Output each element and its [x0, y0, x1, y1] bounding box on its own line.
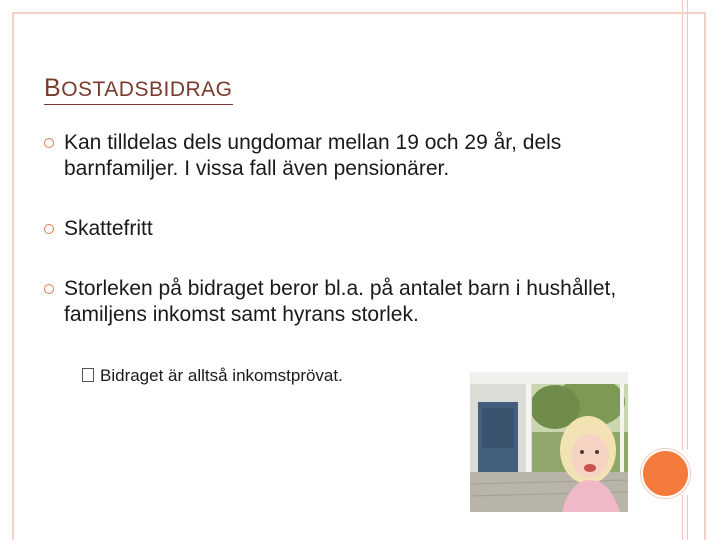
- title-rest: OSTADSBIDRAG: [61, 78, 233, 101]
- bullet-marker-icon: [44, 224, 54, 234]
- frame-line: [682, 0, 683, 450]
- bullet-text: Kan tilldelas dels ungdomar mellan 19 och 29 år, dels barnfamiljer. I vissa fall även pensionärer.: [64, 131, 562, 180]
- bullet-text: Skattefritt: [64, 217, 153, 240]
- bullet-item: [44, 216, 624, 242]
- bullet-list: [44, 130, 624, 336]
- bullet-item: [44, 130, 624, 182]
- bullet-marker-icon: [44, 138, 54, 148]
- bullet-marker-icon: [44, 284, 54, 294]
- sub-bullet-marker-icon: [82, 368, 94, 382]
- sub-bullet-text: Bidraget är alltså inkomstprövat.: [100, 366, 343, 385]
- frame-line: [687, 495, 688, 540]
- frame-line: [687, 0, 688, 450]
- decorative-circle: [641, 449, 690, 498]
- bullet-item: [44, 276, 624, 328]
- frame-line: [682, 495, 683, 540]
- photo-illustration: [470, 372, 628, 512]
- child-photo: [470, 372, 628, 512]
- slide-title: [44, 76, 233, 105]
- title-first-letter: B: [44, 74, 62, 102]
- sub-bullet: [82, 366, 343, 386]
- bullet-text: Storleken på bidraget beror bl.a. på antalet barn i hushållet, familjens inkomst samt hyrans storlek.: [64, 277, 617, 326]
